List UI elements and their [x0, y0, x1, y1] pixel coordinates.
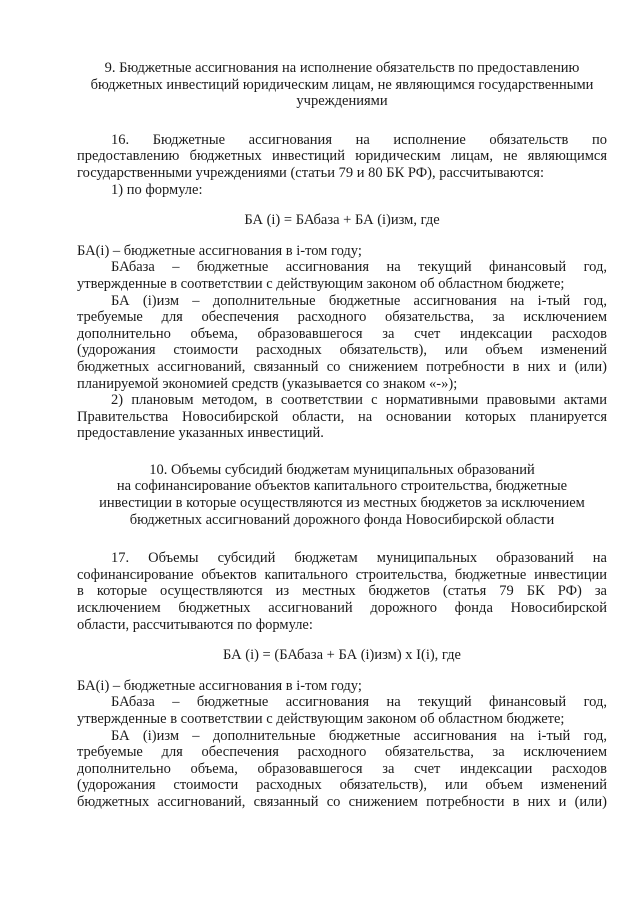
definition-ba-izm-2 [77, 728, 607, 811]
heading-line: 10. Объемы субсидий бюджетам муниципальных образований [149, 461, 535, 478]
paragraph-17 [77, 550, 607, 633]
section-10-heading [77, 462, 607, 528]
item-2 [77, 392, 607, 442]
paragraph-line: требуемые для обеспечения расходного обязательства, за исключением [77, 309, 607, 326]
item-1: 1) по формуле: [111, 181, 203, 198]
heading-line: учреждениями [296, 93, 388, 110]
definition-ba-baza [77, 259, 607, 292]
heading-line: на софинансирование объектов капитального строительства, бюджетные [116, 478, 568, 495]
paragraph-line: БАбаза – бюджетные ассигнования на текущий финансовый год, [111, 259, 607, 276]
paragraph-line: БА (i)изм – дополнительные бюджетные ассигнования на i-тый год, [111, 727, 607, 744]
definition-ba-i-2: БА(i) – бюджетные ассигнования в i-том году; [77, 677, 362, 694]
heading-line: 9. Бюджетные ассигнования на исполнение обязательств по предоставлению [104, 60, 580, 76]
paragraph-line: (удорожания стоимости расходных обязательств), или объем изменений [77, 342, 607, 359]
paragraph-line: предоставлению бюджетных инвестиций юридическим лицам, не являющимся [77, 148, 607, 165]
paragraph-16 [77, 132, 607, 182]
paragraph-line: 2) плановым методом, в соответствии с нормативными правовыми актами [111, 392, 607, 409]
paragraph-line: 16. Бюджетные ассигнования на исполнение обязательств по [111, 131, 607, 148]
paragraph-line: требуемые для обеспечения расходного обязательства, за исключением [77, 744, 607, 761]
paragraph-line: дополнительно объема, образовавшегося за счет индексации расходов [77, 325, 607, 342]
paragraph-line: бюджетных ассигнований, связанный со снижением потребности в них и (или) [77, 358, 607, 375]
paragraph-line: исключением бюджетных ассигнований дорожного фонда Новосибирской [77, 600, 607, 617]
paragraph-line: предоставление указанных инвестиций. [77, 425, 324, 442]
paragraph-line: БАбаза – бюджетные ассигнования на текущий финансовый год, [111, 694, 607, 711]
heading-line: инвестиции в которые осуществляются из местных бюджетов за исключением [99, 495, 585, 512]
paragraph-line: в которые осуществляются из местных бюджетов (статья 79 БК РФ) за [77, 583, 607, 600]
formula-2: БА (i) = (БАбаза + БА (i)изм) x I(i), где [223, 647, 461, 664]
definition-ba-i: БА(i) – бюджетные ассигнования в i-том году; [77, 242, 362, 259]
paragraph-line: (удорожания стоимости расходных обязательств), или объем изменений [77, 777, 607, 794]
paragraph-line: утвержденные в соответствии с действующим законом об областном бюджете; [77, 711, 565, 727]
paragraph-line: утвержденные в соответствии с действующим законом об областном бюджете; [77, 275, 565, 292]
paragraph-line: БА (i)изм – дополнительные бюджетные ассигнования на i-тый год, [111, 292, 607, 309]
definition-ba-izm [77, 293, 607, 393]
paragraph-line: софинансирование объектов капитального строительства, бюджетные инвестиции [77, 566, 607, 583]
paragraph-line: дополнительно объема, образовавшегося за счет индексации расходов [77, 760, 607, 777]
paragraph-line: бюджетных ассигнований, связанный со снижением потребности в них и (или) [77, 793, 607, 810]
formula-1: БА (i) = БАбаза + БА (i)изм, где [244, 212, 440, 229]
definition-ba-baza-2 [77, 694, 607, 727]
paragraph-line: Правительства Новосибирской области, на основании которых планируется [77, 408, 607, 425]
heading-line: бюджетных инвестиций юридическим лицам, не являющимся государственными [90, 76, 594, 93]
paragraph-line: планируемой экономией средств (указывается со знаком «-»); [77, 375, 458, 392]
paragraph-line: государственными учреждениями (статьи 79 и 80 БК РФ), рассчитываются: [77, 164, 545, 181]
section-9-heading [77, 60, 607, 110]
paragraph-line: области, рассчитываются по формуле: [77, 616, 313, 633]
heading-line: бюджетных ассигнований дорожного фонда Новосибирской области [129, 511, 555, 528]
paragraph-line: 17. Объемы субсидий бюджетам муниципальных образований на [111, 550, 607, 567]
